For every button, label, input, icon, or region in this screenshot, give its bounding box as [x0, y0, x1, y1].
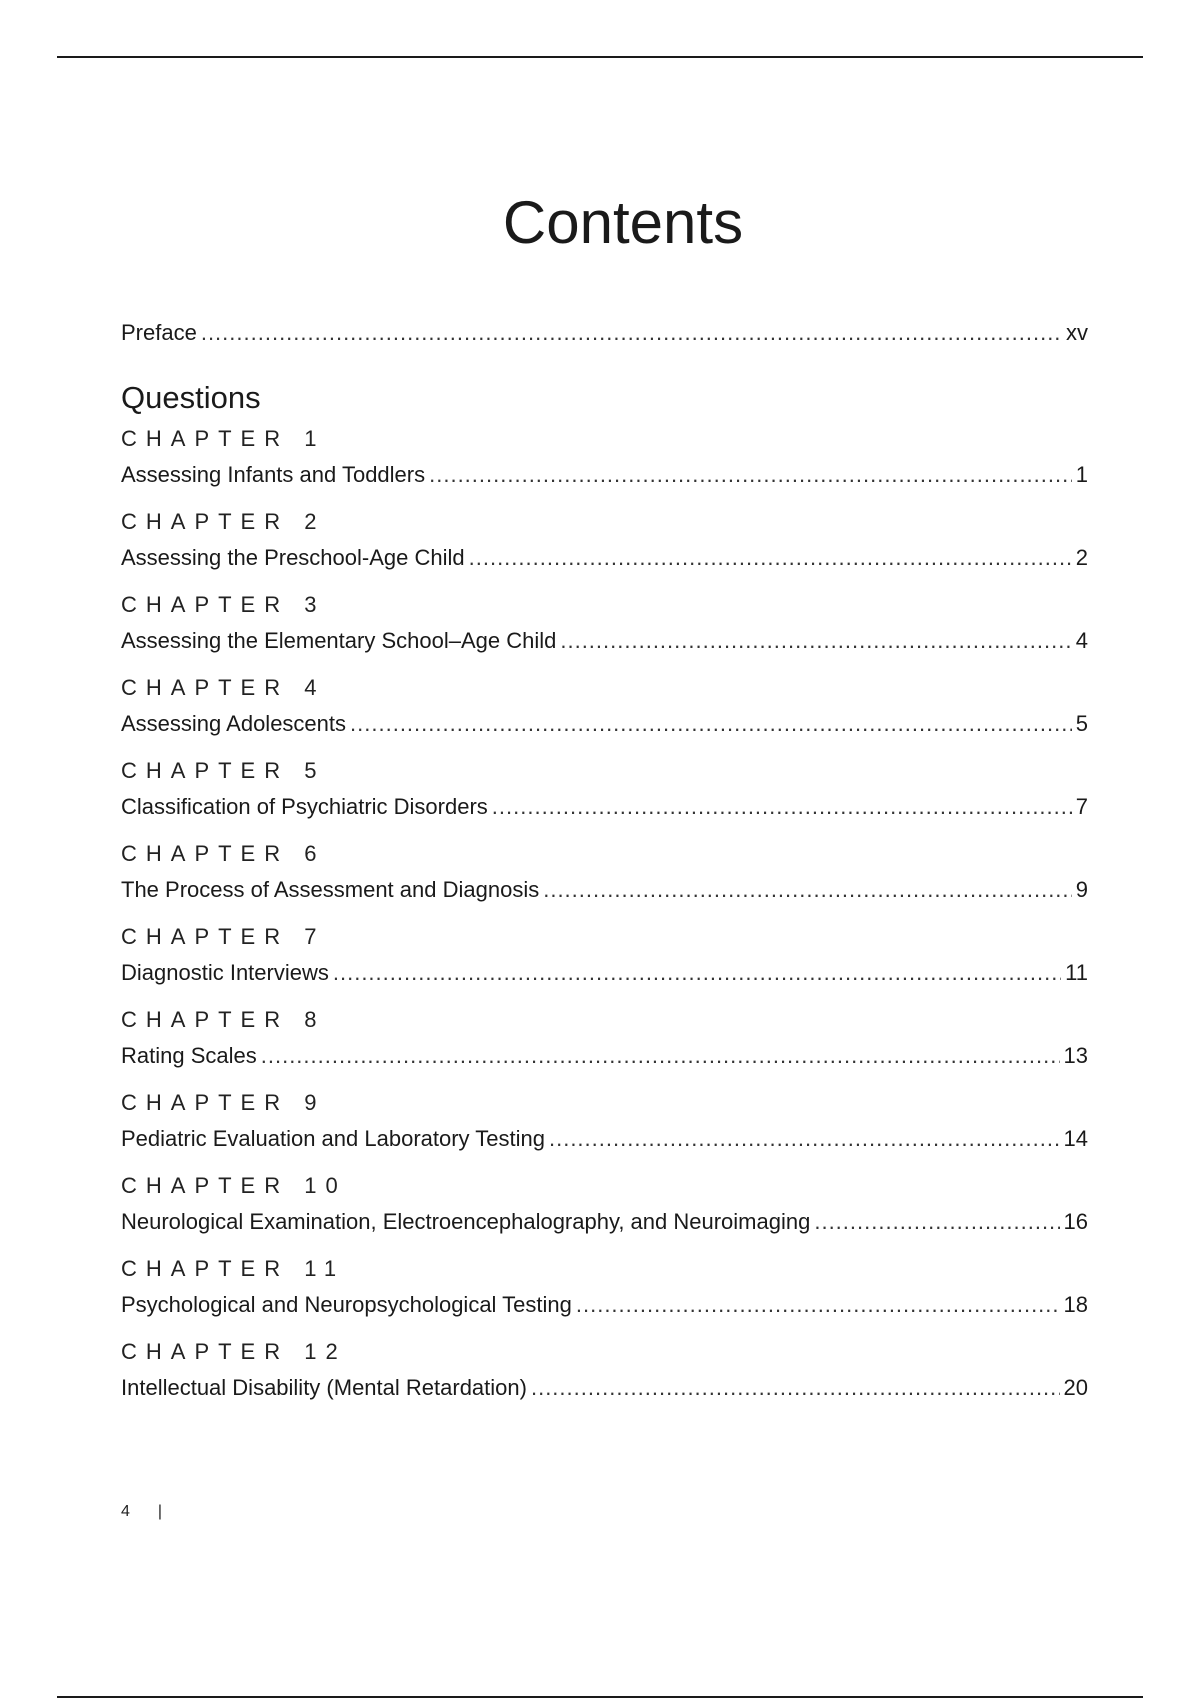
toc-entry-title: Intellectual Disability (Mental Retardation) [121, 1375, 527, 1400]
dot-leader [531, 1373, 1060, 1403]
top-rule [57, 56, 1143, 58]
chapter-item [121, 1171, 1088, 1237]
toc-entry-page: 14 [1063, 1126, 1088, 1151]
dot-leader [814, 1207, 1059, 1237]
chapter-item [121, 424, 1088, 490]
chapter-item [121, 756, 1088, 822]
toc-entry-title: Neurological Examination, Electroencephalography, and Neuroimaging [121, 1209, 811, 1234]
page-footer [121, 1502, 162, 1522]
toc-entry-title: Assessing the Preschool-Age Child [121, 545, 465, 570]
page-title: Contents [502, 189, 744, 256]
dot-leader [560, 626, 1071, 656]
toc-entry-page: 5 [1075, 711, 1088, 736]
chapter-label: CHAPTER 6 [121, 841, 326, 866]
toc-entry[interactable] [121, 1124, 1088, 1154]
page-number: 4 [121, 1503, 130, 1520]
toc-entry-preface[interactable] [121, 318, 1088, 348]
table-of-contents [121, 318, 1088, 1403]
chapter-label: CHAPTER 5 [121, 758, 326, 783]
toc-entry-title: Psychological and Neuropsychological Testing [121, 1292, 572, 1317]
toc-entry-page: xv [1066, 320, 1088, 345]
chapter-item [121, 922, 1088, 988]
chapter-label: CHAPTER 11 [121, 1256, 346, 1281]
chapter-item [121, 507, 1088, 573]
toc-entry-title: Assessing the Elementary School–Age Child [121, 628, 557, 653]
toc-entry-title: Rating Scales [121, 1043, 257, 1068]
toc-entry-page: 18 [1063, 1292, 1088, 1317]
dot-leader [333, 958, 1061, 988]
dot-leader [350, 709, 1072, 739]
dot-leader [576, 1290, 1060, 1320]
toc-entry[interactable] [121, 1373, 1088, 1403]
toc-entry-page: 16 [1063, 1209, 1088, 1234]
chapter-item [121, 839, 1088, 905]
chapter-label: CHAPTER 3 [121, 592, 326, 617]
toc-entry-page: 2 [1075, 545, 1088, 570]
toc-entry-title: Pediatric Evaluation and Laboratory Testing [121, 1126, 545, 1151]
chapter-label: CHAPTER 9 [121, 1090, 326, 1115]
toc-entry-page: 13 [1063, 1043, 1088, 1068]
toc-entry[interactable] [121, 543, 1088, 573]
toc-entry-page: 4 [1075, 628, 1088, 653]
dot-leader [469, 543, 1072, 573]
toc-entry[interactable] [121, 1290, 1088, 1320]
toc-entry-title: Assessing Infants and Toddlers [121, 462, 426, 487]
dot-leader [492, 792, 1072, 822]
footer-separator: | [157, 1503, 163, 1520]
toc-entry[interactable] [121, 792, 1088, 822]
toc-entry-page: 20 [1063, 1375, 1088, 1400]
chapter-item [121, 1254, 1088, 1320]
chapter-label: CHAPTER 10 [121, 1173, 347, 1198]
dot-leader [429, 460, 1072, 490]
dot-leader [543, 875, 1072, 905]
toc-entry[interactable] [121, 709, 1088, 739]
chapter-item [121, 590, 1088, 656]
toc-entry[interactable] [121, 1207, 1088, 1237]
toc-entry[interactable] [121, 460, 1088, 490]
toc-entry[interactable] [121, 1041, 1088, 1071]
toc-entry-title: Assessing Adolescents [121, 711, 347, 736]
dot-leader [549, 1124, 1060, 1154]
toc-entry-title: Preface [121, 320, 197, 345]
chapter-label: CHAPTER 12 [121, 1339, 347, 1364]
toc-entry[interactable] [121, 626, 1088, 656]
chapter-label: CHAPTER 1 [121, 426, 326, 451]
toc-entry-title: The Process of Assessment and Diagnosis [121, 877, 540, 902]
toc-entry[interactable] [121, 958, 1088, 988]
chapter-item [121, 1088, 1088, 1154]
chapter-item [121, 673, 1088, 739]
chapter-label: CHAPTER 8 [121, 1007, 326, 1032]
toc-entry-page: 11 [1065, 960, 1088, 985]
chapter-label: CHAPTER 7 [121, 924, 326, 949]
chapter-label: CHAPTER 2 [121, 509, 326, 534]
toc-entry-page: 1 [1075, 462, 1088, 487]
toc-entry[interactable] [121, 875, 1088, 905]
toc-entry-page: 9 [1075, 877, 1088, 902]
toc-entry-title: Classification of Psychiatric Disorders [121, 794, 488, 819]
chapter-item [121, 1005, 1088, 1071]
section-heading: Questions [121, 380, 261, 415]
chapter-item [121, 1337, 1088, 1403]
chapter-label: CHAPTER 4 [121, 675, 326, 700]
toc-entry-page: 7 [1075, 794, 1088, 819]
bottom-rule [57, 1696, 1143, 1698]
toc-entry-title: Diagnostic Interviews [121, 960, 329, 985]
dot-leader [201, 318, 1062, 348]
dot-leader [261, 1041, 1060, 1071]
chapter-list [121, 424, 1088, 1403]
